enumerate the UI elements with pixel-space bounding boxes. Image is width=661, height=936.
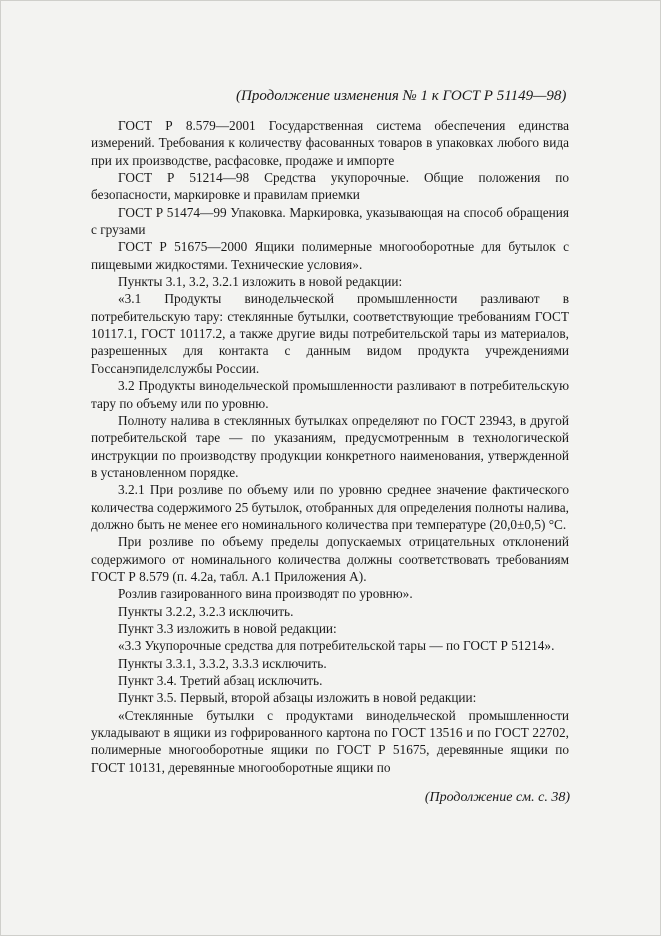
paragraph: «3.3 Укупорочные средства для потребительской тары — по ГОСТ Р 51214». [118, 638, 555, 654]
paragraph: ГОСТ Р 51474—99 Упаковка. Маркировка, указывающая на способ обращения с грузами [91, 204, 569, 238]
paragraph: Пункты 3.1, 3.2, 3.2.1 изложить в новой редакции: [118, 274, 403, 290]
paragraph: ГОСТ Р 51675—2000 Ящики полимерные многооборотные для бутылок с пищевыми жидкостями. Технические условия». [91, 239, 569, 272]
paragraph: Пункты 3.3.1, 3.3.2, 3.3.3 исключить. [118, 655, 327, 671]
paragraph: Пункт 3.5. Первый, второй абзацы изложить в новой редакции: [118, 690, 477, 706]
paragraph: Розлив газированного вина производят по уровню». [118, 586, 413, 602]
paragraph: Пункты 3.2.2, 3.2.3 исключить. [118, 603, 294, 619]
paragraph: ГОСТ Р 8.579—2001 Государственная система обеспечения единства измерений. Требования к количеству фасованных товаров в упаковках любого вида при их производстве, расфасовке, продаже и импорте [91, 118, 569, 168]
continuation-footer: (Продолжение см. с. 38) [424, 790, 570, 805]
paragraph: Пункт 3.4. Третий абзац исключить. [118, 673, 323, 688]
paragraph: Пункт 3.3 изложить в новой редакции: [118, 620, 337, 636]
paragraph: «3.1 Продукты винодельческой промышленности разливают в потребительскую тару: стеклянные бутылки, соответствующие требованиям ГОСТ 10117.1, ГОСТ 10117.2, а также другие виды потребительской тары из материалов, разрешенных для контакта с данным видом продукта учреждениями Госсанэпиделслужбы России. [91, 291, 569, 376]
paragraph: 3.2.1 При розливе по объему или по уровню среднее значение фактического количества содержимого 25 бутылок, отобранных для определения полноты налива, должно быть не менее его номинального количества при температуре (20,0±0,5) °С. [91, 482, 569, 532]
paragraph: Полноту налива в стеклянных бутылках определяют по ГОСТ 23943, в другой потребительской таре — по указаниям, предусмотренным в технологической инструкции по производству продукции конкретного наименования, утвержденной в установленном порядке. [91, 412, 569, 480]
paragraph: «Стеклянные бутылки с продуктами винодельческой промышленности укладывают в ящики из гофрированного картона по ГОСТ 13516 и по ГОСТ 22702, полимерные многооборотные ящики по ГОСТ Р 51675, деревянные ящики по ГОСТ 10131, деревянные многооборотные ящики по [91, 707, 569, 775]
document-body [91, 117, 569, 776]
paragraph: При розливе по объему пределы допускаемых отрицательных отклонений содержимого от номинального количества должны соответствовать требованиям ГОСТ Р 8.579 (п. 4.2а, табл. А.1 Приложения А). [91, 534, 569, 584]
paragraph: ГОСТ Р 51214—98 Средства укупорочные. Общие положения по безопасности, маркировке и правилам приемки [91, 170, 569, 203]
continuation-header: (Продолжение изменения № 1 к ГОСТ Р 51149—98) [236, 88, 567, 104]
paragraph: 3.2 Продукты винодельческой промышленности разливают в потребительскую тару по объему или по уровню. [91, 378, 569, 411]
